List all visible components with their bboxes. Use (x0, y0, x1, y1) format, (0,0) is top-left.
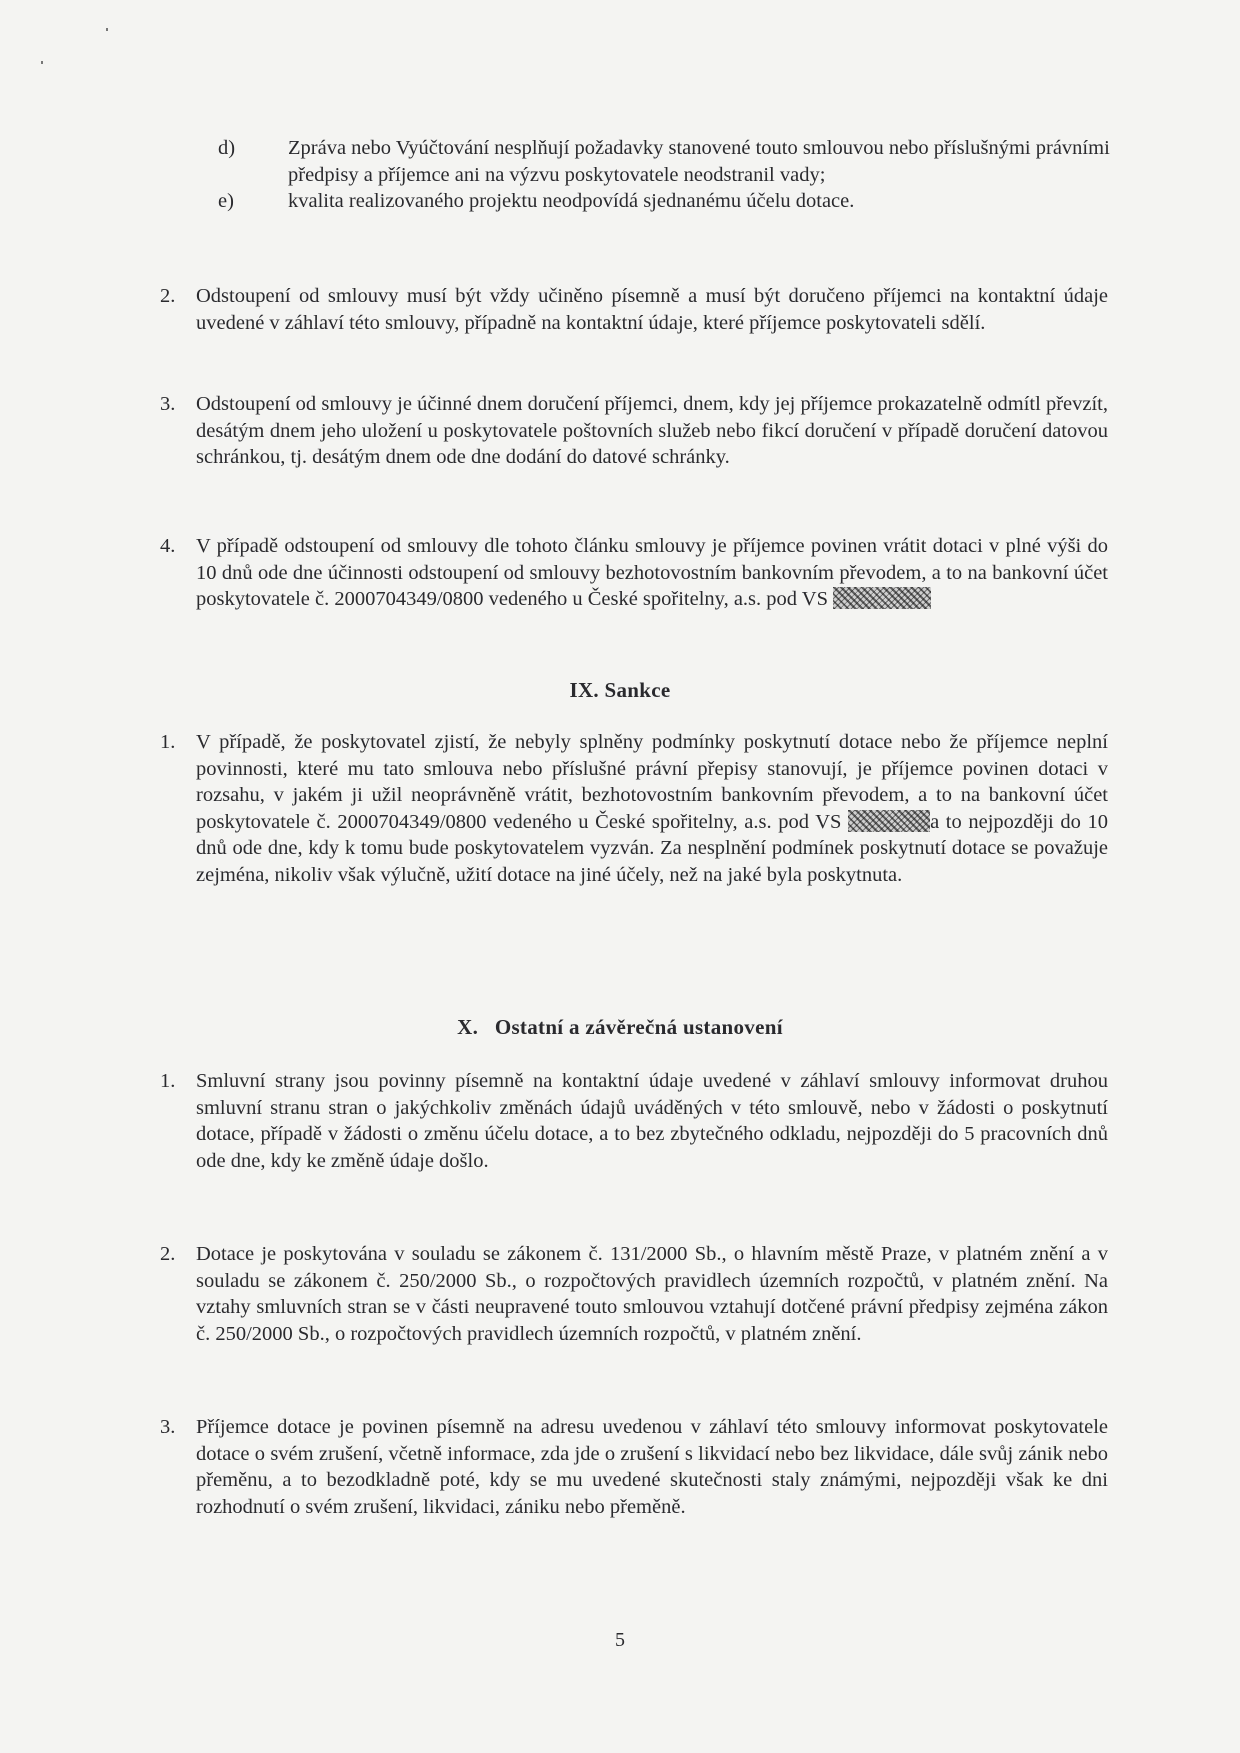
paragraph-number: 2. (160, 285, 176, 307)
redacted-variable-symbol (848, 810, 930, 832)
paragraph-text (196, 533, 1108, 613)
scan-speck (106, 28, 108, 31)
paragraph-number: 3. (160, 1416, 176, 1438)
redacted-variable-symbol (833, 587, 931, 609)
sub-item-e (218, 188, 1123, 215)
paragraph-8-3 (160, 391, 1108, 471)
sub-item-text: kvalita realizovaného projektu neodpovídá sjednanému účelu dotace. (288, 190, 855, 212)
paragraph-8-2 (160, 283, 1108, 336)
sub-item-list (218, 135, 1123, 215)
paragraph-9-1 (160, 729, 1108, 888)
section-heading-x: X. Ostatní a závěrečná ustanovení (457, 1015, 783, 1039)
paragraph-text: Příjemce dotace je povinen písemně na adresu uvedenou v záhlaví této smlouvy informovat poskytovatele dotace o svém zrušení, včetně informace, zda jde o zrušení s likvidací nebo bez likvidace, dále svůj zánik nebo přeměnu, a to bezodkladně poté, kdy se mu uvedené skutečnosti staly známými, nejpozději však ke dni rozhodnutí o svém zrušení, likvidaci, zániku nebo přeměně. (196, 1416, 1108, 1518)
paragraph-text: Dotace je poskytována v souladu se zákonem č. 131/2000 Sb., o hlavním městě Praze, v platném znění a v souladu se zákonem č. 250/2000 Sb., o rozpočtových pravidlech územních rozpočtů, v platném znění. Na vztahy smluvních stran se v části neupravené touto smlouvou vztahují dotčené právní předpisy zejména zákon č. 250/2000 Sb., o rozpočtových pravidlech územních rozpočtů, v platném znění. (196, 1243, 1108, 1345)
paragraph-10-3 (160, 1414, 1108, 1520)
sub-item-text: Zpráva nebo Vyúčtování nesplňují požadavky stanovené touto smlouvou nebo příslušnými právními předpisy a příjemce ani na výzvu poskytovatele neodstranil vady; (288, 137, 1110, 186)
paragraph-text-body: V případě odstoupení od smlouvy dle tohoto článku smlouvy je příjemce povinen vrátit dotaci v plné výši do 10 dnů ode dne účinnosti odstoupení od smlouvy bezhotovostním bankovním převodem, a to na bankovní účet poskytovatele č. 2000704349/0800 vedeného u České spořitelny, a.s. pod VS (196, 535, 1108, 610)
paragraph-10-1 (160, 1068, 1108, 1174)
paragraph-number: 1. (160, 1070, 176, 1092)
scan-speck (41, 61, 43, 64)
sub-item-label: d) (218, 137, 236, 159)
sub-item-d (218, 135, 1123, 188)
paragraph-text: Smluvní strany jsou povinny písemně na kontaktní údaje uvedené v záhlaví smlouvy informovat druhou smluvní stranu stran o jakýchkoliv změnách údajů uváděných v této smlouvě, nebo v žádosti o poskytnutí dotace, případě v žádosti o změnu účelu dotace, a to bez zbytečného odkladu, nejpozději do 5 pracovních dnů ode dne, kdy ke změně údaje došlo. (196, 1070, 1108, 1172)
paragraph-10-2 (160, 1241, 1108, 1347)
paragraph-text: Odstoupení od smlouvy je účinné dnem doručení příjemci, dnem, kdy jej příjemce prokazatelně odmítl převzít, desátým dnem jeho uložení u poskytovatele poštovních služeb nebo fikcí doručení v případě doručení datovou schránkou, tj. desátým dnem ode dne dodání do datové schránky. (196, 393, 1108, 468)
paragraph-number: 4. (160, 535, 176, 557)
paragraph-text-part: V případě, že poskytovatel zjistí, že nebyly splněny podmínky poskytnutí dotace nebo že příjemce neplní povinnosti, které mu tato smlouva nebo příslušné právní přepisy stanovují, je příjemce povinen dotaci v rozsahu, v jakém ji užil neoprávněně vrátit, bezhotovostním bankovním převodem, a to na bankovní účet poskytovatele č. 2000704349/0800 vedeného u České spořitelny, a.s. pod VS (196, 731, 1108, 833)
page-number: 5 (615, 1629, 625, 1651)
paragraph-text: Odstoupení od smlouvy musí být vždy učiněno písemně a musí být doručeno příjemci na kontaktní údaje uvedené v záhlaví této smlouvy, případně na kontaktní údaje, které příjemce poskytovateli sdělí. (196, 285, 1108, 334)
sub-item-label: e) (218, 190, 234, 212)
paragraph-text (196, 729, 1108, 888)
section-heading-ix: IX. Sankce (569, 678, 671, 702)
paragraph-number: 2. (160, 1243, 176, 1265)
paragraph-text-part: a to nejpozději do 10 dnů ode dne, kdy k tomu bude poskytovatelem vyzván. Za nesplnění podmínek poskytnutí dotace se považuje zejména, nikoliv však výlučně, užití dotace na jiné účely, než na jaké byla poskytnuta. (196, 810, 1108, 886)
paragraph-8-4 (160, 533, 1108, 613)
paragraph-number: 1. (160, 731, 176, 753)
paragraph-number: 3. (160, 393, 176, 415)
